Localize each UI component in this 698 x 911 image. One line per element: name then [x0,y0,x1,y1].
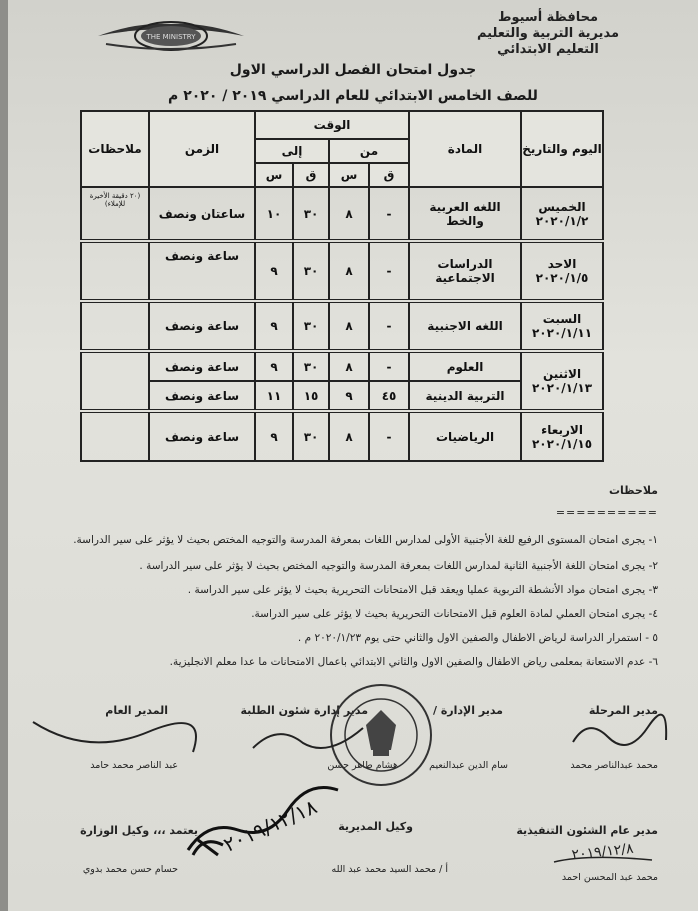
signature-scribble-3 [248,718,368,758]
approval-stamp-signature [178,780,348,860]
day-cell: الخميس ٢٠٢٠/١/٢ [521,187,603,241]
note-item-3: ٣- يجرى امتحان مواد الأنشطة التربوية عمليا ويعقد قبل الامتحانات التحريرية بحيث لا يؤثر على سير الدراسة . [187,584,658,596]
governorate-line: محافظة أسيوط [497,10,599,25]
duration-cell: ساعة ونصف [149,411,255,461]
duration-cell: ساعة ونصف [149,241,255,301]
to-hours-cell: ١٠ [255,187,293,241]
to-minutes-cell: ٣٠ [293,241,329,301]
from-minutes-cell: ٤٥ [369,381,409,411]
note-item-1: ١- يجرى امتحان المستوى الرفيع للغة الأجنبية الأولى لمدارس اللغات بمعرفة المدرسة والتوجيه المختص بحيث لا يؤثر على سير الدراسة. [73,534,658,546]
note-item-4: ٤- يجرى امتحان العملي لمادة العلوم قبل الامتحانات التحريرية بحيث لا يؤثر على سير الدراسة. [251,608,658,620]
subject-cell: اللغه الاجنبية [409,301,521,351]
header-day-date: اليوم والتاريخ [521,111,603,187]
day-cell: الاربعاء ٢٠٢٠/١/١٥ [521,411,603,461]
duration-cell: ساعة ونصف [149,381,255,411]
signatory-title-executive-affairs: مدير عام الشئون التنفيذية [516,824,658,837]
header-duration: الزمن [149,111,255,187]
directorate-line: مديرية التربية والتعليم [476,26,620,41]
signatory-name-stage-director: محمد عبدالناصر محمد [570,760,658,771]
table-row [81,351,603,381]
from-hours-cell: ٨ [329,187,369,241]
header-to: إلى [255,139,329,163]
signatory-title-general-director: المدير العام [105,704,168,717]
notes-underline: ========== [555,506,658,519]
to-minutes-cell: ٣٠ [293,411,329,461]
note-item-6: ٦- عدم الاستعانة بمعلمى رياض الاطفال والصفين الاول والثاني الابتدائي باعمال الامتحانات ما عدا معلم الانجليزية. [169,656,658,668]
ministry-logo [96,14,246,54]
exam-schedule-table [80,110,604,462]
header-notes: ملاحظات [81,111,149,187]
day-cell: الاحد ٢٠٢٠/١/٥ [521,241,603,301]
note-cell [81,411,149,461]
table-row [81,241,603,301]
header-time: الوقت [255,111,409,139]
signatory-title-stage-director: مدير المرحلة [588,704,658,717]
day-cell: الاثنين ٢٠٢٠/١/١٣ [521,351,603,411]
note-cell [81,241,149,301]
signatory-title-deputy-minister: يعتمد ،،، وكيل الوزارة [80,824,198,837]
from-hours-cell: ٨ [329,411,369,461]
primary-education-line: التعليم الابتدائي [497,42,599,57]
exam-title: جدول امتحان الفصل الدراسي الاول [229,62,477,78]
header-subject: المادة [409,111,521,187]
from-minutes-cell: - [369,241,409,301]
to-hours-cell: ٩ [255,411,293,461]
exam-subtitle: للصف الخامس الابتدائي للعام الدراسي ٢٠١٩ / ٢٠٢٠ م [168,88,538,104]
header-to-hours: س [255,163,293,187]
handwritten-date-text: ٢٠١٩/١٢/٨ [570,840,635,864]
from-hours-cell: ٨ [329,241,369,301]
signatory-name-student-affairs: هشام طاهر حسن [327,760,398,771]
to-hours-cell: ٩ [255,301,293,351]
to-minutes-cell: ١٥ [293,381,329,411]
note-cell: (٢٠ دقيقة الأخيرة للإملاء) [81,187,149,241]
signatory-name-admin-director: سام الدين عبدالنعيم [429,760,508,771]
directorate-header [438,10,658,58]
to-minutes-cell: ٣٠ [293,301,329,351]
signatory-name-general-director: عبد الناصر محمد حامد [90,760,178,771]
signatory-name-deputy-minister: حسام حسن محمد بدوي [82,864,178,875]
signature-scribble-2 [28,712,198,762]
subject-cell: اللغه العربية والخط [409,187,521,241]
note-item-5: ٥ - استمرار الدراسة لرياض الاطفال والصفين الاول والثاني حتى يوم ٢٠٢٠/١/٢٣ م . [297,632,658,644]
signatory-title-student-affairs: مدير إدارة شئون الطلبة [240,704,368,717]
subject-cell: التربية الدينية [409,381,521,411]
from-hours-cell: ٩ [329,381,369,411]
header-from-hours: س [329,163,369,187]
from-minutes-cell: - [369,301,409,351]
signature-scribble-1 [568,712,668,752]
to-hours-cell: ٩ [255,351,293,381]
from-hours-cell: ٨ [329,351,369,381]
table-row [81,411,603,461]
document-page [8,0,698,911]
table-row [81,301,603,351]
day-cell: السبت ٢٠٢٠/١/١١ [521,301,603,351]
note-cell [81,301,149,351]
note-item-2: ٢- يجرى امتحان اللغة الأجنبية الثانية لمدارس اللغات بمعرفة المدرسة والتوجيه المختص بحيث لا يؤثر على سير الدراسة . [139,560,658,572]
handwritten-date [548,832,658,872]
duration-cell: ساعة ونصف [149,351,255,381]
header-from-minutes: ق [369,163,409,187]
notes-title: ملاحظات [609,484,658,497]
from-hours-cell: ٨ [329,301,369,351]
to-hours-cell: ٩ [255,241,293,301]
note-cell [81,351,149,411]
table-row [81,187,603,241]
signatory-title-deputy-directorate: وكيل المديرية [338,820,413,833]
signatory-name-executive-affairs: محمد عبد المحسن احمد [561,872,658,883]
from-minutes-cell: - [369,351,409,381]
signatory-name-deputy-directorate: أ / محمد السيد محمد عبد الله [331,864,448,875]
logo-text: THE MINISTRY [146,33,196,41]
header-to-minutes: ق [293,163,329,187]
from-minutes-cell: - [369,187,409,241]
to-minutes-cell: ٣٠ [293,351,329,381]
stamp-date: ٢٠١٩/١٢/١٨ [219,794,321,857]
duration-cell: ساعتان ونصف [149,187,255,241]
from-minutes-cell: - [369,411,409,461]
to-hours-cell: ١١ [255,381,293,411]
subject-cell: العلوم [409,351,521,381]
subject-cell: الرياضيات [409,411,521,461]
subject-cell: الدراسات الاجتماعية [409,241,521,301]
header-from: من [329,139,409,163]
duration-cell: ساعة ونصف [149,301,255,351]
to-minutes-cell: ٣٠ [293,187,329,241]
signatory-title-admin-director: مدير الإدارة / [432,704,503,717]
